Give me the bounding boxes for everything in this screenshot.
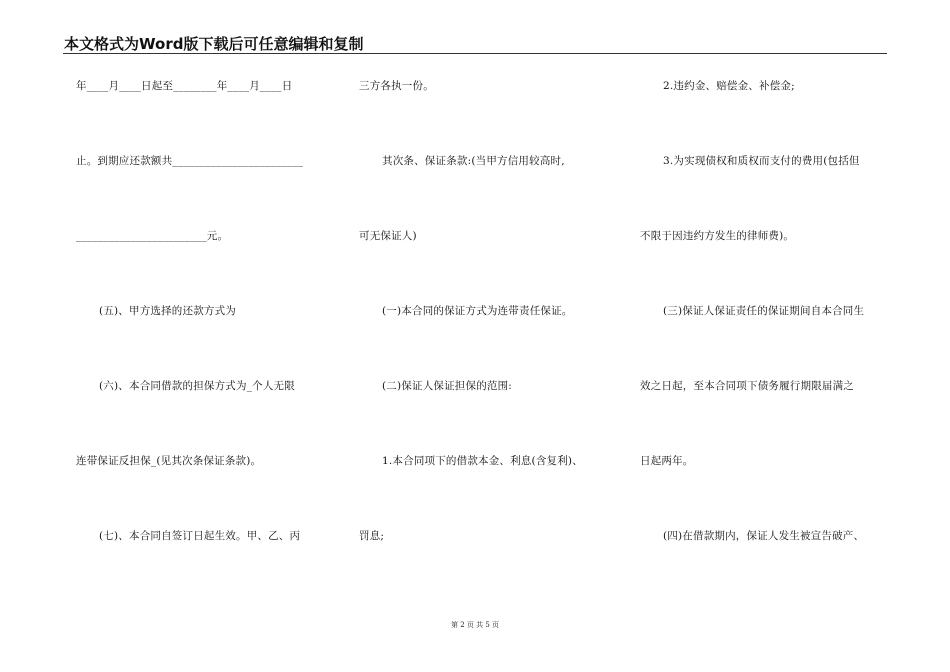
text-line: 3.为实现债权和质权而支付的费用(包括但 [663, 155, 860, 167]
page-header-title: 本文格式为Word版下载后可任意编辑和复制 [64, 35, 364, 53]
text-line: 可无保证人) [359, 230, 417, 242]
text-line: (七)、本合同自签订日起生效。甲、乙、丙 [99, 530, 301, 542]
header-rule [63, 53, 887, 54]
text-line: 效之日起，至本合同项下债务履行期限届满之 [640, 380, 854, 392]
text-line: 年____月____日起至________年____月____日 [76, 80, 293, 92]
text-line: (四)在借款期内，保证人发生被宣告破产、 [663, 530, 865, 542]
text-line: (六)、本合同借款的担保方式为_个人无限 [99, 380, 295, 392]
text-line: 其次条、保证条款:(当甲方信用较高时, [382, 155, 565, 167]
text-line: 三方各执一份。 [359, 80, 434, 92]
text-line: (三)保证人保证责任的保证期间自本合同生 [663, 305, 865, 317]
text-line: 罚息; [359, 530, 385, 542]
text-line: 日起两年。 [640, 455, 694, 467]
text-line: 止。到期应还款额共________________________ [76, 155, 304, 167]
text-line: (五)、甲方选择的还款方式为 [99, 305, 236, 317]
text-line: 不限于因违约方发生的律师费)。 [640, 230, 795, 242]
text-line: (一)本合同的保证方式为连带责任保证。 [382, 305, 573, 317]
text-line: 1.本合同项下的借款本金、利息(含复利)、 [382, 455, 583, 467]
text-line: 2.违约金、赔偿金、补偿金; [663, 80, 795, 92]
page-number-footer: 第 2 页 共 5 页 [450, 621, 500, 629]
text-line: (二)保证人保证担保的范围: [382, 380, 513, 392]
text-line: 连带保证反担保_(见其次条保证条款)。 [76, 455, 262, 467]
text-line: ________________________元。 [76, 230, 229, 242]
